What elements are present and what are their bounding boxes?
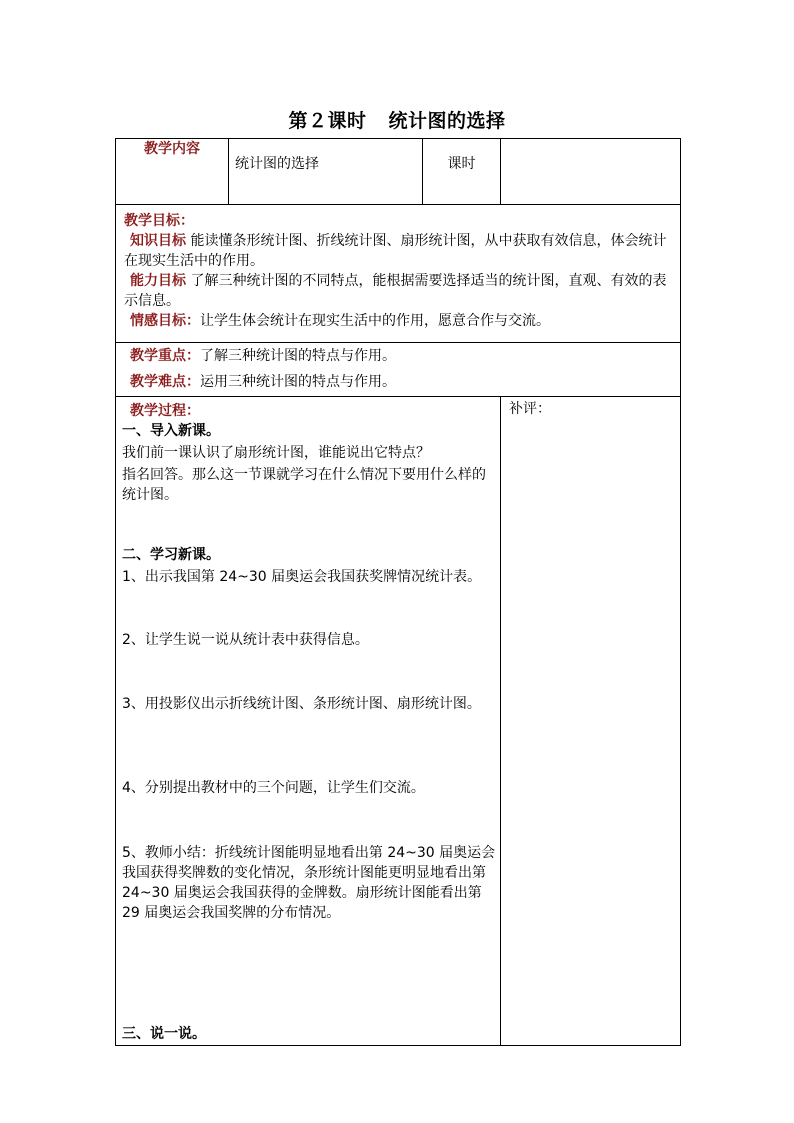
- knowledge-goal: [124, 231, 676, 271]
- hours-value: [501, 139, 681, 205]
- section-1-line-1: 我们前一课认识了扇形统计图，谁能说出它特点？: [122, 445, 430, 461]
- section-2-title: 二、学习新课。: [122, 547, 220, 563]
- content-label: 教学内容: [116, 139, 229, 205]
- content-value: 统计图的选择: [229, 139, 423, 205]
- emotion-goal: [124, 311, 676, 331]
- focus-cell: [116, 343, 681, 397]
- step-3: 3、用投影仪出示折线统计图、条形统计图、扇形统计图。: [122, 696, 481, 712]
- goals-heading: 教学目标：: [124, 213, 194, 229]
- section-3-title: 三、说一说。: [122, 1026, 206, 1042]
- key-point-label: 教学重点：: [130, 348, 200, 364]
- ability-goal: [124, 271, 676, 311]
- content-row: [116, 139, 681, 205]
- step-4: 4、分别提出教材中的三个问题，让学生们交流。: [122, 780, 425, 796]
- remarks-label: 补评：: [509, 401, 551, 417]
- emotion-goal-label: 情感目标：: [130, 313, 200, 329]
- process-heading: 教学过程：: [130, 403, 200, 419]
- step-2: 2、让学生说一说从统计表中获得信息。: [122, 632, 369, 648]
- goals-cell: [116, 205, 681, 343]
- lesson-number: 第２课时: [288, 110, 367, 132]
- process-row: [116, 397, 681, 1046]
- ability-goal-label: 能力目标: [130, 273, 186, 289]
- section-1-title: 一、导入新课。: [122, 423, 220, 439]
- page-title: [0, 106, 794, 133]
- knowledge-goal-label: 知识目标: [130, 233, 186, 249]
- focus-row: [116, 343, 681, 397]
- process-cell: [116, 397, 501, 1046]
- step-5: 5、教师小结：折线统计图能明显地看出第 24~30 届奥运会我国获得奖牌数的变化情况，条形统计图能更明显地看出第 24~30 届奥运会我国获得的金牌数。扇形统计图能看出第 29 届奥运会我国奖牌的分布情况。: [122, 845, 496, 921]
- emotion-goal-text: 让学生体会统计在现实生活中的作用，愿意合作与交流。: [200, 313, 550, 329]
- goals-row: [116, 205, 681, 343]
- step-1: 1、出示我国第 24~30 届奥运会我国获奖牌情况统计表。: [122, 569, 482, 585]
- difficult-point: [130, 372, 676, 392]
- lesson-topic: 统计图的选择: [388, 110, 506, 132]
- hours-label: 课时: [423, 139, 501, 205]
- knowledge-goal-text: 能读懂条形统计图、折线统计图、扇形统计图，从中获取有效信息，体会统计在现实生活中的作用。: [124, 233, 667, 269]
- key-point: [130, 346, 676, 366]
- lesson-plan-table: [115, 138, 681, 1046]
- key-point-text: 了解三种统计图的特点与作用。: [200, 348, 396, 364]
- ability-goal-text: 了解三种统计图的不同特点，能根据需要选择适当的统计图，直观、有效的表示信息。: [124, 273, 667, 309]
- section-1-line-2: 指名回答。那么这一节课就学习在什么情况下要用什么样的统计图。: [122, 467, 486, 503]
- difficult-point-label: 教学难点：: [130, 374, 200, 390]
- difficult-point-text: 运用三种统计图的特点与作用。: [200, 374, 396, 390]
- remarks-cell: [501, 397, 681, 1046]
